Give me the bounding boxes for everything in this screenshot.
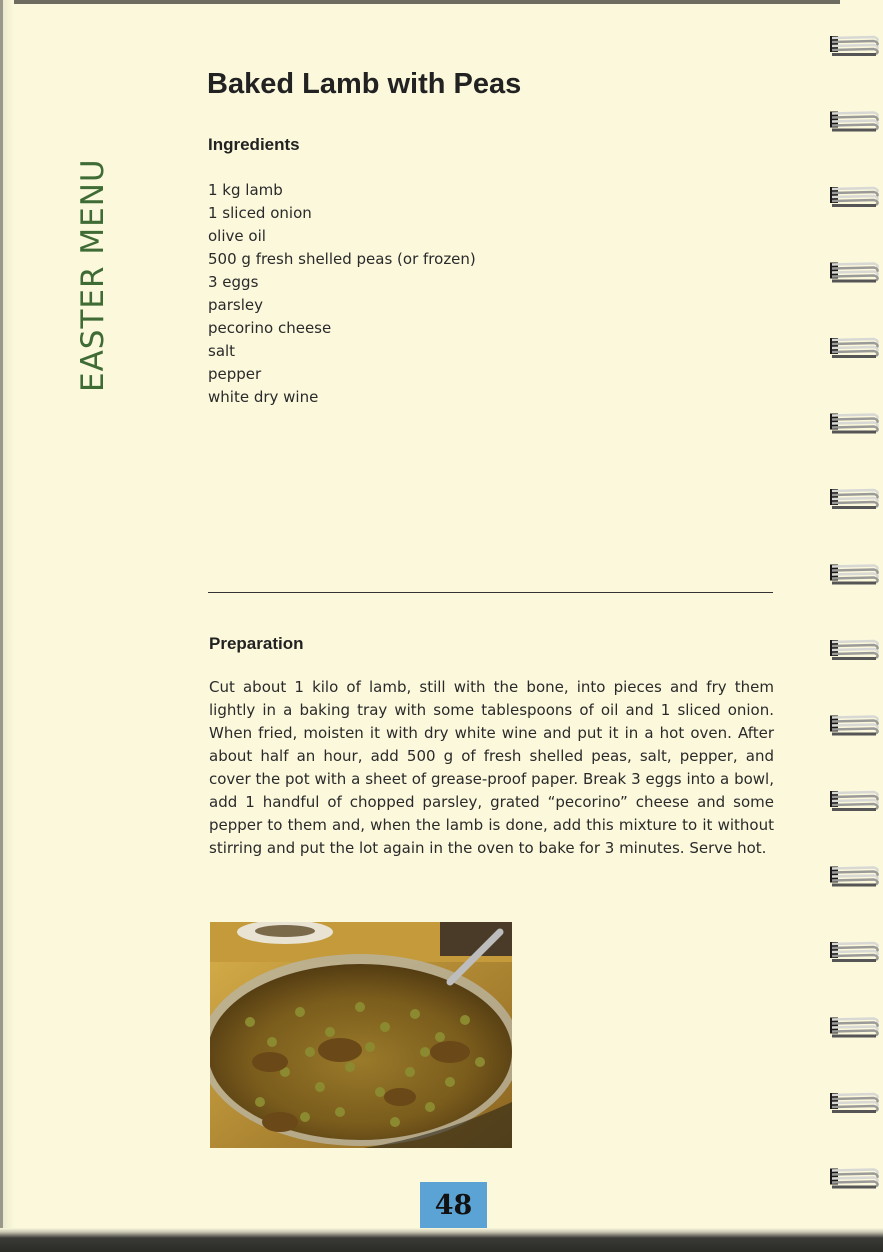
spiral-coil	[830, 36, 878, 56]
ingredient-item: salt	[208, 342, 236, 360]
spiral-coil	[830, 1018, 878, 1038]
ingredients-list	[208, 179, 476, 409]
page-number: 48	[420, 1182, 487, 1228]
section-title: EASTER MENU	[75, 158, 111, 392]
ingredient-item: 3 eggs	[208, 273, 259, 291]
spiral-coil	[830, 867, 878, 887]
spiral-coil	[830, 791, 878, 811]
ingredient-item: pecorino cheese	[208, 319, 332, 337]
preparation-text: Cut about 1 kilo of lamb, still with the bone, into pieces and fry them lightly in a baking tray with some tablespoons of oil and 1 sliced onion. When fried, moisten it with dry white wine and put it in a hot oven. After about half an hour, add 500 g of fresh shelled peas, salt, pepper, and cover the pot with a sheet of grease-proof paper. Break 3 eggs into a bowl, add 1 handful of chopped parsley, grated “pecorino” cheese and some pepper to them and, when the lamb is done, add this mixture to it without stirring and put the lot again in the oven to bake for 3 minutes. Serve hot.	[209, 678, 774, 857]
preparation-heading: Preparation	[209, 634, 304, 653]
recipe-title: Baked Lamb with Peas	[207, 68, 522, 100]
ingredient-item: pepper	[208, 365, 262, 383]
spiral-coil	[830, 565, 878, 585]
spiral-coil	[830, 640, 878, 660]
baked-lamb-with-peas-photo	[210, 922, 512, 1148]
ingredient-item: olive oil	[208, 227, 266, 245]
spiral-coil	[830, 338, 878, 358]
page-left-shadow	[0, 0, 3, 1252]
ingredient-item: white dry wine	[208, 388, 319, 406]
spiral-coil	[830, 1169, 878, 1189]
spiral-coil	[830, 716, 878, 736]
section-divider	[208, 592, 773, 593]
ingredients-heading: Ingredients	[208, 135, 300, 154]
spiral-coil	[830, 489, 878, 509]
ingredient-item: parsley	[208, 296, 263, 314]
page-bottom-edge	[0, 1228, 883, 1252]
spiral-coil	[830, 112, 878, 132]
ingredient-item: 1 sliced onion	[208, 204, 312, 222]
spiral-coil	[830, 263, 878, 283]
ingredient-item: 1 kg lamb	[208, 181, 283, 199]
spiral-binding-icon	[822, 0, 883, 1252]
ingredient-item: 500 g fresh shelled peas (or frozen)	[208, 250, 476, 268]
spiral-coil	[830, 1093, 878, 1113]
spiral-coil	[830, 187, 878, 207]
spiral-coil	[830, 942, 878, 962]
page-top-edge	[0, 0, 883, 4]
spiral-coil	[830, 414, 878, 434]
